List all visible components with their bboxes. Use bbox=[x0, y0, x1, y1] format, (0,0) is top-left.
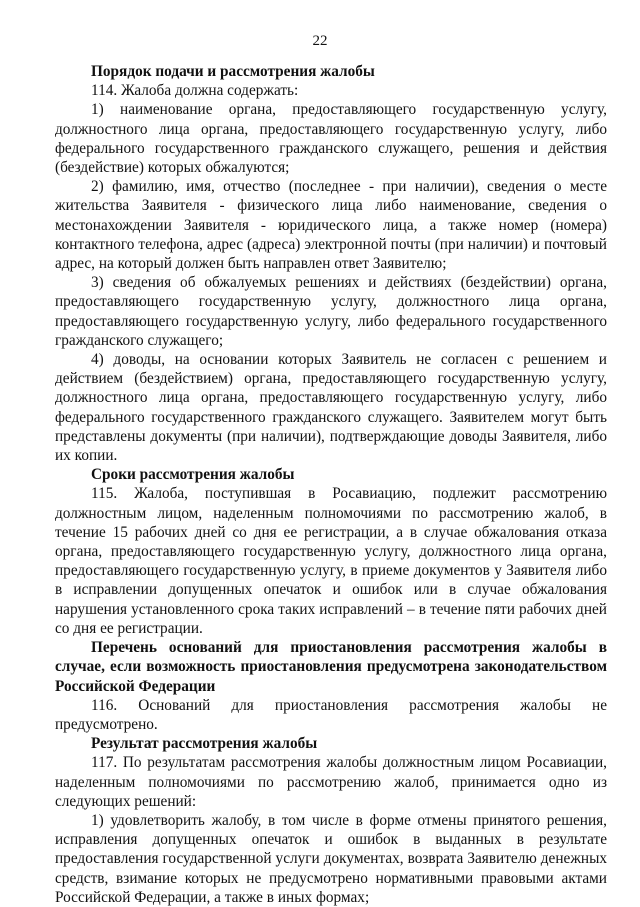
paragraph-116: 116. Оснований для приостановления рассмотрения жалобы не предусмотрено. bbox=[55, 696, 607, 733]
paragraph-114-item-3: 3) сведения об обжалуемых решениях и действиях (бездействии) органа, предоставляющего государственную услугу, должностного лица органа, предоставляющего государственную услугу, либо федерального государственного гражданского служащего; bbox=[55, 274, 607, 349]
section-heading-review-terms: Сроки рассмотрения жалобы bbox=[91, 466, 295, 484]
paragraph-117: 117. По результатам рассмотрения жалобы должностным лицом Росавиации, наделенным полномочиями по рассмотрению жалоб, принимается одно из следующих решений: bbox=[55, 754, 607, 810]
paragraph-117-item-1: 1) удовлетворить жалобу, в том числе в форме отмены принятого решения, исправления допущенных опечаток и ошибок в выданных в результате предоставления государственной услуги документах, возврата Заявителю денежных средств, взимание которых не предусмотрено нормативными правовыми актами Российской Федерации, а также в иных формах; bbox=[55, 811, 607, 906]
paragraph-114: 114. Жалоба должна содержать: bbox=[91, 82, 299, 100]
section-heading-suspension-grounds: Перечень оснований для приостановления рассмотрения жалобы в случае, если возможность приостановления предусмотрена законодательством Российской Федерации bbox=[55, 639, 607, 695]
paragraph-115: 115. Жалоба, поступившая в Росавиацию, подлежит рассмотрению должностным лицом, наделенным полномочиями по рассмотрению жалоб, в течение 15 рабочих дней со дня ее регистрации, а в случае обжалования отказа органа, предоставляющего государственную услугу, должностного лица органа, предоставляющего государственную услугу, в приеме документов у Заявителя либо в исправлении допущенных опечаток и ошибок или в случае обжалования нарушения установленного срока таких исправлений – в течение пяти рабочих дней со дня ее регистрации. bbox=[55, 485, 607, 637]
page-number: 22 bbox=[312, 33, 328, 49]
section-heading-review-result: Результат рассмотрения жалобы bbox=[91, 735, 318, 753]
paragraph-114-item-2: 2) фамилию, имя, отчество (последнее - при наличии), сведения о месте жительства Заявителя - физического лица либо наименование, сведения о местонахождении Заявителя - юридического лица, а также номер (номера) контактного телефона, адрес (адреса) электронной почты (при наличии) и почтовый адрес, на который должен быть направлен ответ Заявителю; bbox=[55, 178, 607, 273]
paragraph-114-item-4: 4) доводы, на основании которых Заявитель не согласен с решением и действием (бездействием) органа, предоставляющего государственную услугу, должностного лица органа, предоставляющего государственную услугу, либо федерального государственного гражданского служащего. Заявителем могут быть представлены документы (при наличии), подтверждающие доводы Заявителя, либо их копии. bbox=[55, 351, 607, 465]
document-body bbox=[55, 62, 607, 907]
paragraph-114-item-1: 1) наименование органа, предоставляющего государственную услугу, должностного лица органа, предоставляющего государственную услугу, либо федерального государственного гражданского служащего, решения и действия (бездействие) которых обжалуются; bbox=[55, 101, 607, 177]
section-heading-complaint-procedure: Порядок подачи и рассмотрения жалобы bbox=[91, 63, 375, 80]
